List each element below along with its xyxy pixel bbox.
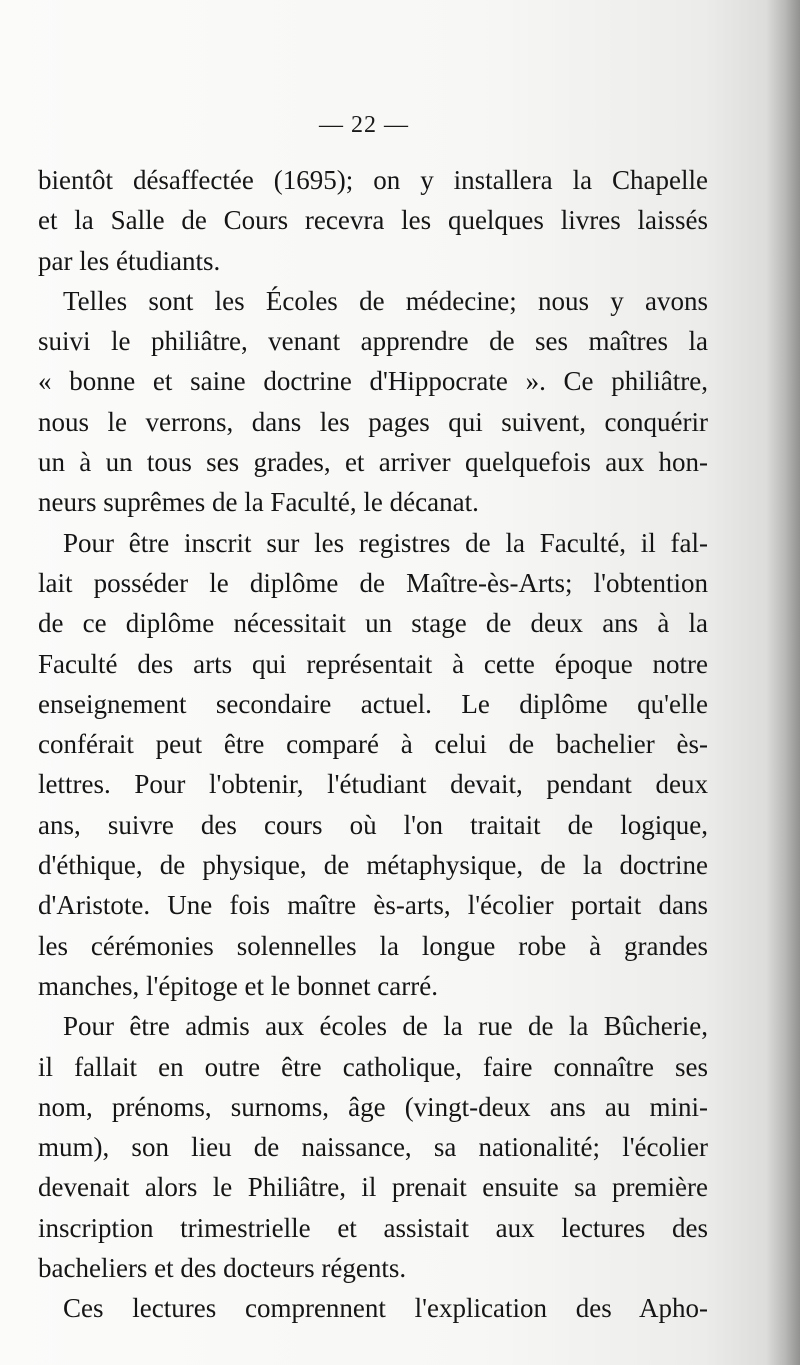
text-line: de ce diplôme nécessitait un stage de deux ans à la (38, 608, 708, 639)
text-line: manches, l'épitoge et le bonnet carré. (38, 970, 438, 1001)
paragraph-start-line: Telles sont les Écoles de médecine; nous y avons (63, 285, 708, 316)
text-line: enseignement secondaire actuel. Le diplôme qu'elle (38, 688, 708, 719)
text-line: d'éthique, de physique, de métaphysique, de la doctrine (38, 850, 708, 881)
paragraph-start-line: Ces lectures comprennent l'explication des Apho- (63, 1293, 708, 1324)
text-line: inscription trimestrielle et assistait aux lectures des (38, 1212, 708, 1243)
text-line: d'Aristote. Une fois maître ès-arts, l'écolier portait dans (38, 890, 708, 921)
text-line: nous le verrons, dans les pages qui suivent, conquérir (38, 406, 708, 437)
text-line: lettres. Pour l'obtenir, l'étudiant devait, pendant deux (38, 769, 708, 800)
paragraph-start-line: Pour être inscrit sur les registres de la Faculté, il fal- (63, 527, 708, 558)
paragraph-start-line: Pour être admis aux écoles de la rue de la Bûcherie, (63, 1011, 708, 1042)
text-line: mum), son lieu de naissance, sa nationalité; l'écolier (38, 1132, 708, 1163)
text-line: neurs suprêmes de la Faculté, le décanat. (38, 487, 479, 518)
text-line: nom, prénoms, surnoms, âge (vingt-deux ans au mini- (38, 1091, 708, 1122)
text-line: suivi le philiâtre, venant apprendre de ses maîtres la (38, 326, 708, 357)
text-line: devenait alors le Philiâtre, il prenait ensuite sa première (38, 1172, 708, 1203)
body-text (38, 160, 708, 1329)
text-line: les cérémonies solennelles la longue robe à grandes (38, 930, 708, 961)
text-line: et la Salle de Cours recevra les quelques livres laissés (38, 205, 708, 236)
text-line: un à un tous ses grades, et arriver quelquefois aux hon- (38, 447, 708, 478)
text-line: il fallait en outre être catholique, faire connaître ses (38, 1051, 708, 1082)
text-line: bientôt désaffectée (1695); on y installera la Chapelle (38, 165, 708, 195)
text-line: « bonne et saine doctrine d'Hippocrate ». Ce philiâtre, (38, 366, 708, 397)
text-line: lait posséder le diplôme de Maître-ès-Arts; l'obtention (38, 567, 708, 598)
text-line: bacheliers et des docteurs régents. (38, 1253, 407, 1284)
text-line: Faculté des arts qui représentait à cette époque notre (38, 648, 708, 679)
text-line: conférait peut être comparé à celui de bachelier ès- (38, 729, 708, 760)
text-line: ans, suivre des cours où l'on traitait de logique, (38, 809, 708, 840)
text-line: par les étudiants. (38, 245, 221, 276)
page-number: — 22 — (319, 112, 409, 138)
